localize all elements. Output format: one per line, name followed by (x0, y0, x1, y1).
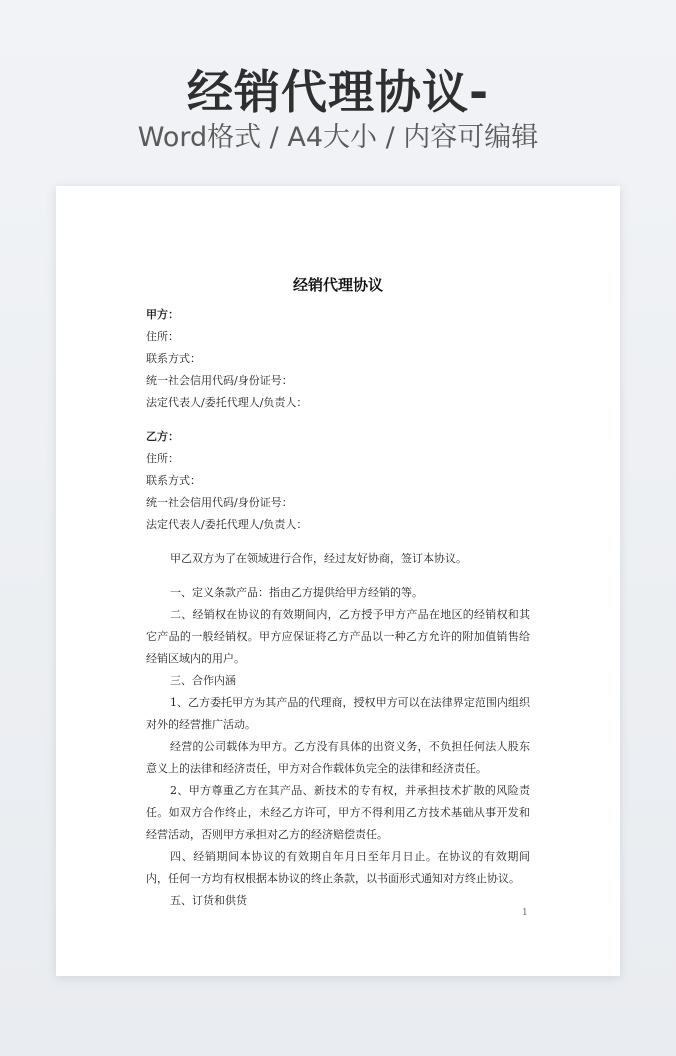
party-a-address: 住所： (146, 330, 179, 343)
party-b-address: 住所： (146, 452, 179, 465)
banner-title: 经销代理协议- (186, 65, 490, 119)
intro-block (146, 548, 530, 570)
clause-ordering-heading: 五、订货和供货 (170, 894, 247, 907)
clause-distribution-rights: 二、经销权在协议的有效期间内，乙方授予甲方产品在地区的经销权和其它产品的一般经销权。甲方应保证将乙方产品以一种乙方允许的附加值销售给经销区域内的用户。 (146, 608, 530, 665)
party-a-block (146, 304, 530, 414)
party-a-contact: 联系方式： (146, 352, 201, 365)
clause-cooperation-p3: 2、甲方尊重乙方在其产品、新技术的专有权，并承担技术扩散的风险责任。如双方合作终止，未经乙方许可，甲方不得利用乙方技术基础从事开发和经营活动，否则甲方承担对乙方的经济赔偿责任。 (146, 784, 530, 841)
intro-paragraph: 甲乙双方为了在领域进行合作，经过友好协商，签订本协议。 (170, 552, 467, 565)
party-b-label: 乙方： (146, 430, 179, 443)
party-a-representative: 法定代表人/委托代理人/负责人： (146, 396, 308, 409)
clause-cooperation-heading: 三、合作内涵 (170, 674, 236, 687)
party-b-representative: 法定代表人/委托代理人/负责人： (146, 518, 308, 531)
document-page (56, 186, 620, 976)
clause-cooperation-p2: 经营的公司载体为甲方。乙方没有具体的出资义务，不负担任何法人股东意义上的法律和经济责任，甲方对合作载体负完全的法律和经济责任。 (146, 740, 530, 775)
document-title: 经销代理协议 (292, 276, 383, 294)
party-a-label: 甲方： (146, 308, 179, 321)
clause-cooperation-p1: 1、乙方委托甲方为其产品的代理商，授权甲方可以在法律界定范围内组织对外的经营推广活动。 (146, 696, 530, 731)
party-a-credit-code: 统一社会信用代码/身份证号： (146, 374, 293, 387)
clauses-block (146, 582, 530, 912)
banner-subtitle: Word格式 / A4大小 / 内容可编辑 (137, 122, 539, 153)
party-b-block (146, 426, 530, 536)
page-number: 1 (522, 908, 528, 918)
party-b-credit-code: 统一社会信用代码/身份证号： (146, 496, 293, 509)
party-b-contact: 联系方式： (146, 474, 201, 487)
clause-term: 四、经销期间本协议的有效期自年月日至年月日止。在协议的有效期间内，任何一方均有权根据本协议的终止条款，以书面形式通知对方终止协议。 (146, 850, 530, 885)
clause-definitions: 一、定义条款产品：指由乙方提供给甲方经销的等。 (170, 586, 423, 599)
